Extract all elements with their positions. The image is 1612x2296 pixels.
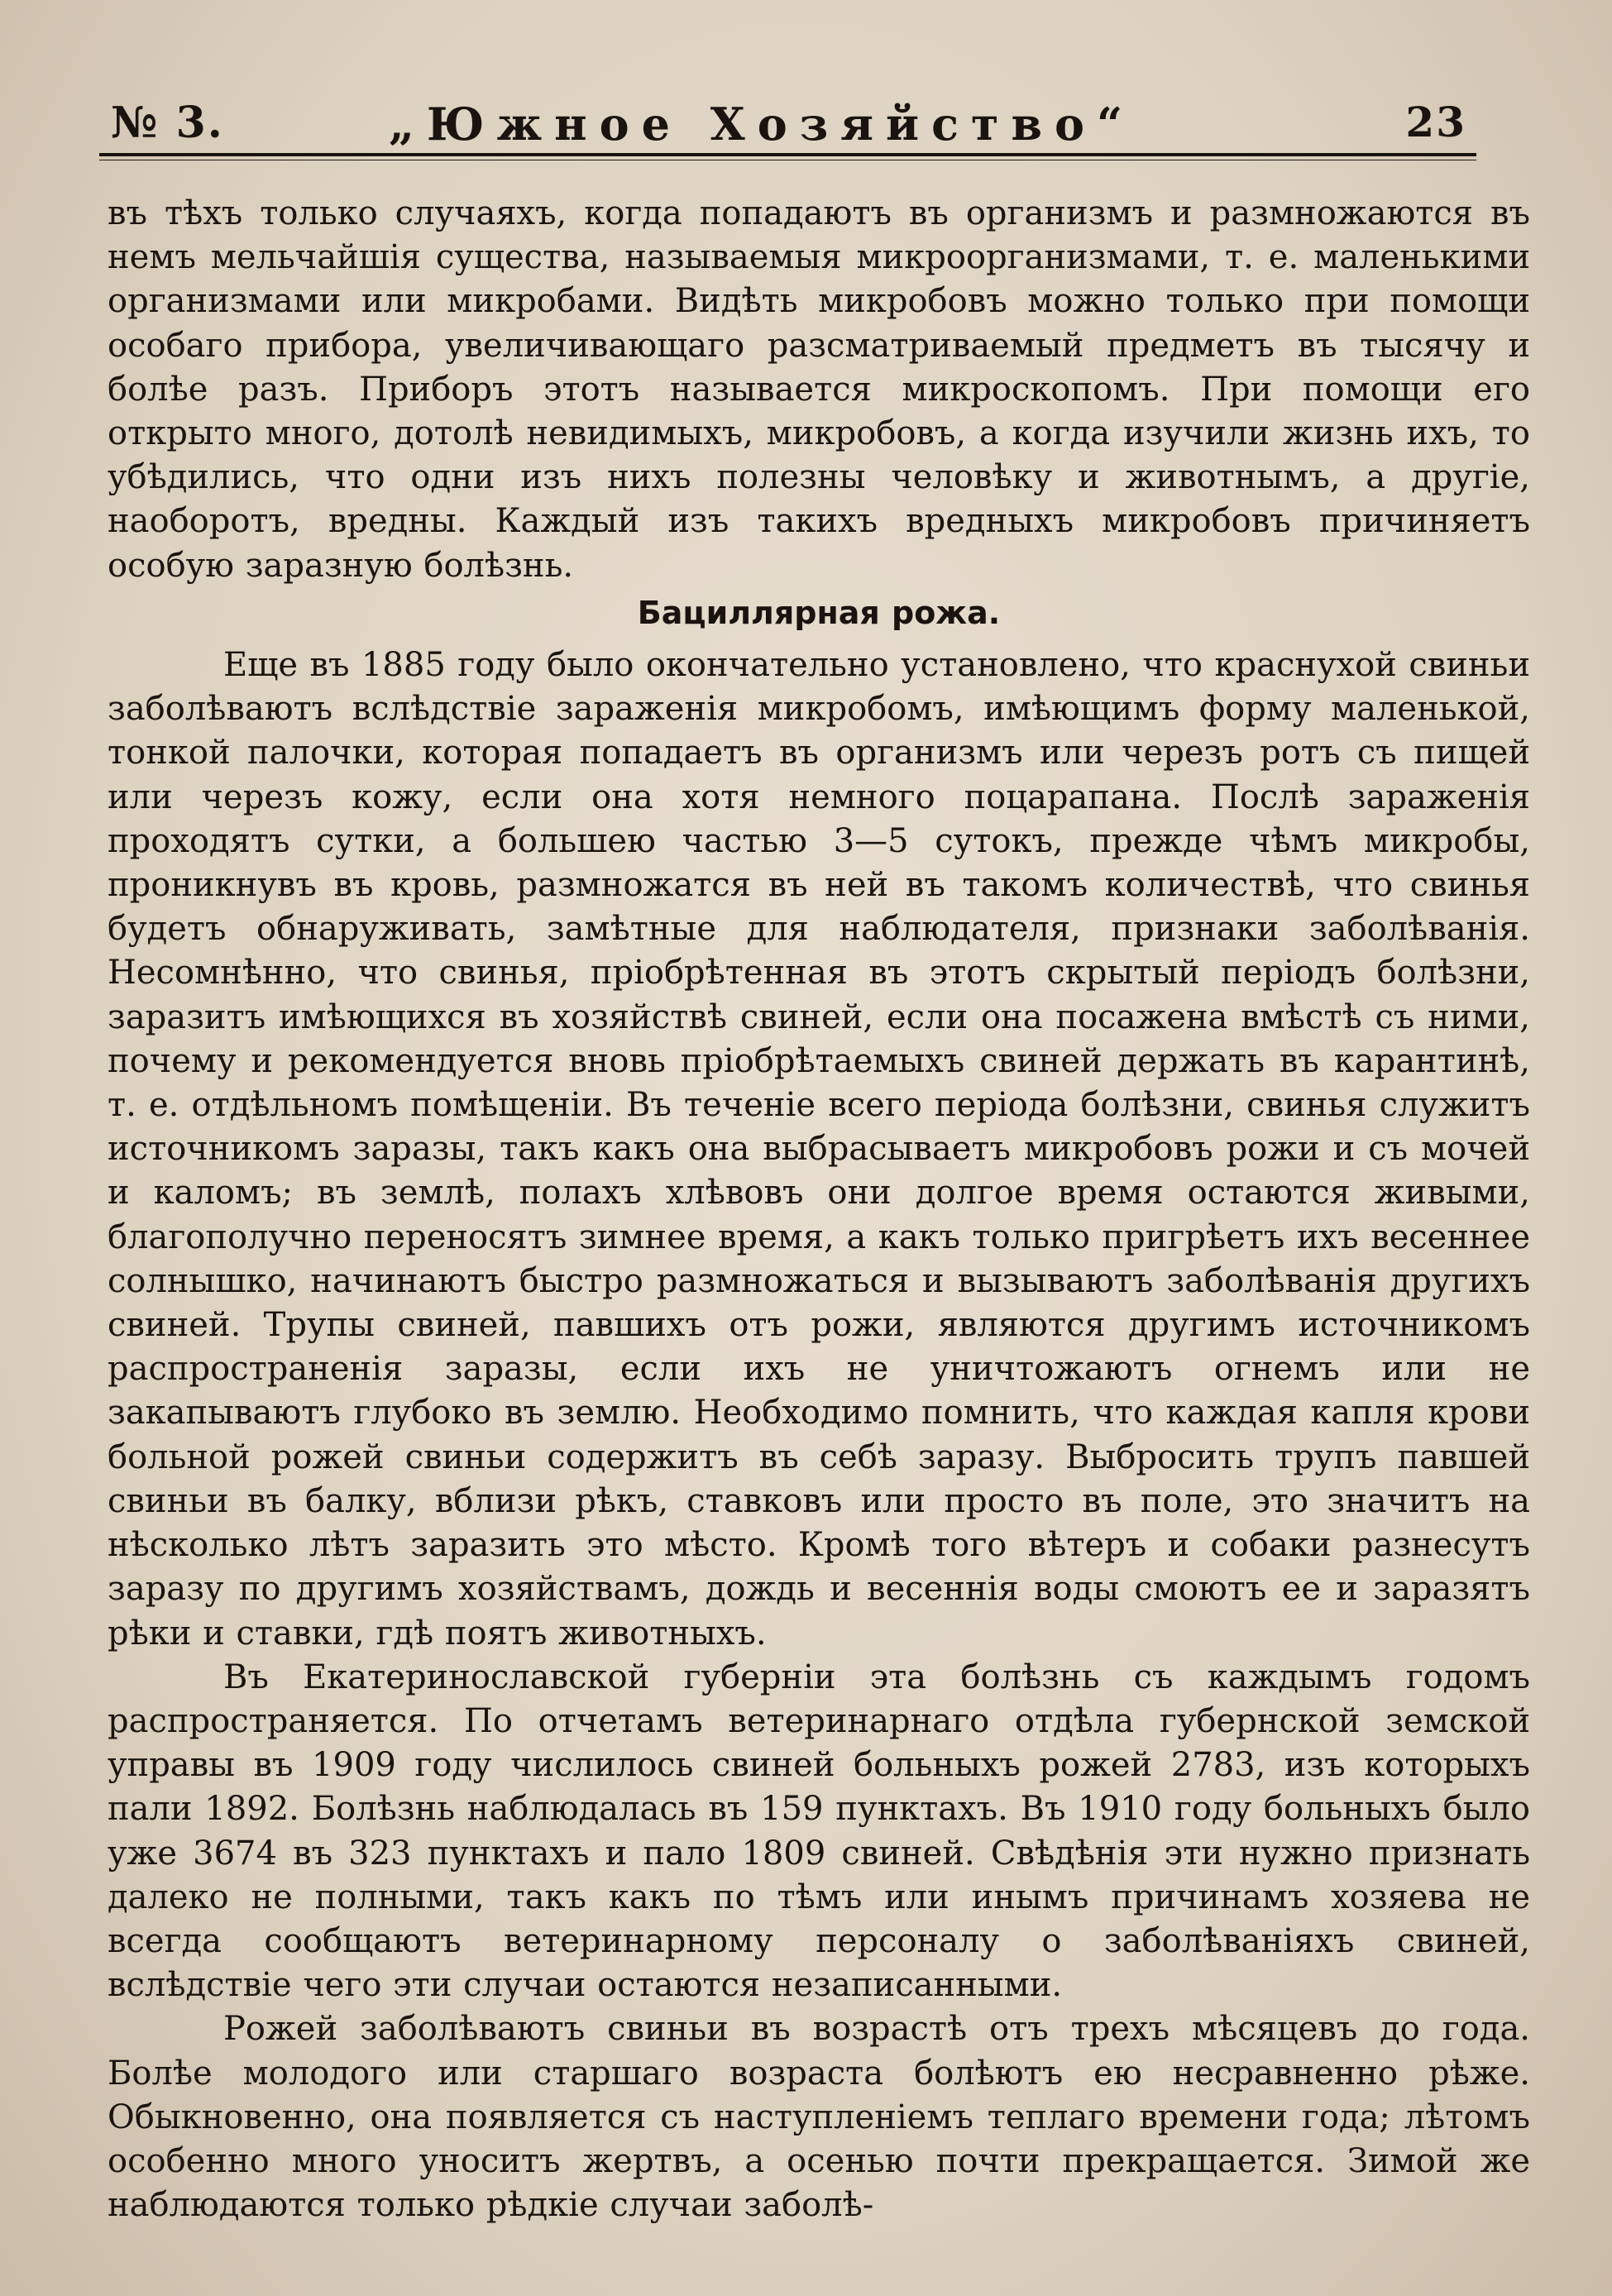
page-number: 23: [1405, 98, 1466, 146]
paragraph-2: Въ Екатеринославской губерніи эта болѣзнь съ каждымъ годомъ распространяется. По отчетамъ ветеринарнаго отдѣла губернской земской управы въ 1909 году числилось свиней больныхъ рожей 2783, изъ которыхъ пали 1892. Болѣзнь наблюдалась въ 159 пунктахъ. Въ 1910 году больныхъ было уже 3674 въ 323 пунктахъ и пало 1809 свиней. Свѣдѣнія эти нужно признать далеко не полными, такъ какъ по тѣмъ или инымъ причинамъ хозяева не всегда сообщаютъ ветеринарному персоналу о заболѣваніяхъ свиней, вслѣдствіе чего эти случаи остаются незаписанными.: [108, 1657, 1530, 2005]
issue-number: № 3.: [111, 98, 224, 148]
article-body: [108, 192, 1530, 2227]
running-header: [99, 98, 1476, 155]
paragraph-1: Еще въ 1885 году было окончательно установлено, что краснухой свиньи заболѣваютъ вслѣдствіе зараженія микробомъ, имѣющимъ форму маленькой, тонкой палочки, которая попадаетъ въ организмъ или черезъ ротъ съ пищей или черезъ кожу, если она хотя немного поцарапана. Послѣ зараженія проходятъ сутки, а большею частью 3—5 сутокъ, прежде чѣмъ микробы, проникнувъ въ кровь, размножатся въ ней въ такомъ количествѣ, что свинья будетъ обнаруживать, замѣтные для наблюдателя, признаки заболѣванія. Несомнѣнно, что свинья, пріобрѣтенная въ этотъ скрытый періодъ болѣзни, заразитъ имѣющихся въ хозяйствѣ свиней, если она посажена вмѣстѣ съ ними, почему и рекомендуется вновь пріобрѣтаемыхъ свиней держать въ карантинѣ, т. е. отдѣльномъ помѣщеніи. Въ теченіе всего періода болѣзни, свинья служитъ источникомъ заразы, такъ какъ она выбрасываетъ микробовъ рожи и съ мочей и каломъ; въ землѣ, полахъ хлѣвовъ они долгое время остаются живыми, благополучно переносятъ зимнее время, а какъ только пригрѣетъ ихъ весеннее солнышко, начинаютъ быстро размножаться и вызываютъ заболѣванія другихъ свиней. Трупы свиней, павшихъ отъ рожи, являются другимъ источникомъ распространенія заразы, если ихъ не уничтожаютъ огнемъ или не закапываютъ глубоко въ землю. Необходимо помнить, что каждая капля крови больной рожей свиньи содержитъ въ себѣ заразу. Выбросить трупъ павшей свиньи въ балку, вблизи рѣкъ, ставковъ или просто въ поле, это значитъ на нѣсколько лѣтъ заразить это мѣсто. Кромѣ того вѣтеръ и собаки разнесутъ заразу по другимъ хозяйствамъ, дождь и весеннія воды смоютъ ее и заразятъ рѣки и ставки, гдѣ поятъ животныхъ.: [108, 646, 1530, 1653]
journal-title: „Южное Хозяйство“: [389, 98, 1136, 151]
header-rule: [99, 153, 1476, 156]
section-title: Бациллярная рожа.: [637, 594, 1001, 631]
intro-paragraph: въ тѣхъ только случаяхъ, когда попадаютъ въ организмъ и размножаются въ немъ мельчайшія существа, называемыя микроорганизмами, т. е. маленькими организмами или микробами. Видѣть микробовъ можно только при помощи особаго прибора, увеличивающаго разсматриваемый предметъ въ тысячу и болѣе разъ. Приборъ этотъ называется микроскопомъ. При помощи его открыто много, дотолѣ невидимыхъ, микробовъ, а когда изучили жизнь ихъ, то убѣдились, что одни изъ нихъ полезны человѣку и животнымъ, а другіе, наоборотъ, вредны. Каждый изъ такихъ вредныхъ микробовъ причиняетъ особую заразную болѣзнь.: [108, 194, 1530, 585]
paragraph-3: Рожей заболѣваютъ свиньи въ возрастѣ отъ трехъ мѣсяцевъ до года. Болѣе молодого или старшаго возраста болѣютъ ею несравненно рѣже. Обыкновенно, она появляется съ наступленіемъ теплаго времени года; лѣтомъ особенно много уноситъ жертвъ, а осенью почти прекращается. Зимой же наблюдаются только рѣдкіе случаи заболѣ-: [108, 2010, 1530, 2225]
